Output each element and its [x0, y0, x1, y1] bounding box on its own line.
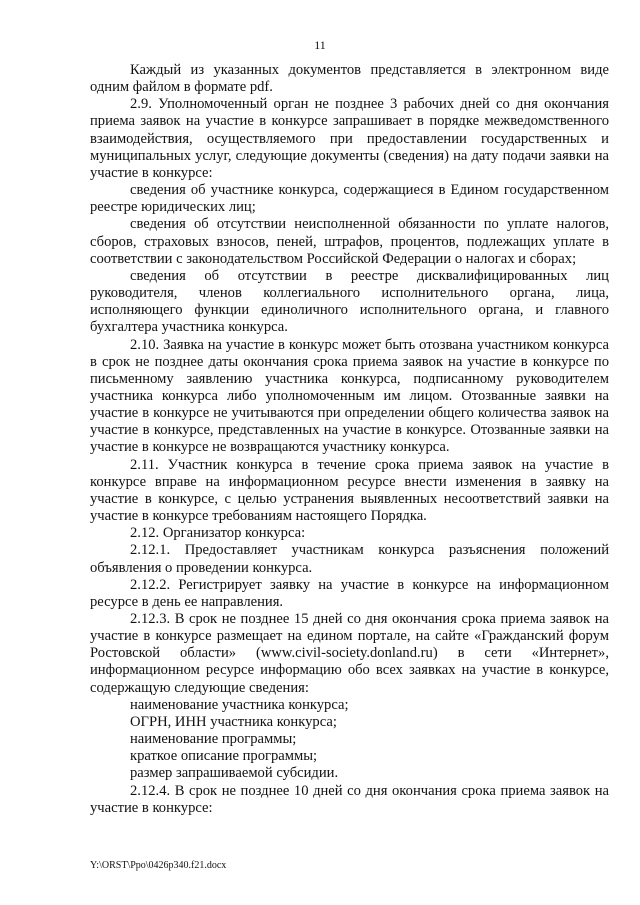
footer-file-path: Y:\ORST\Ppo\0426p340.f21.docx: [90, 860, 227, 871]
paragraph-2-9: 2.9. Уполномоченный орган не позднее 3 рабочих дней со дня окончания приема заявок на участие в конкурсе запрашивает в порядке межведомственного взаимодействия, осуществляемого при предоставлении государственных и муниципальных услуг, следующие документы (сведения) на дату подачи заявки на участие в конкурсе:: [90, 96, 609, 181]
list-item: краткое описание программы;: [130, 748, 318, 765]
paragraph-2-12-3: 2.12.3. В срок не позднее 15 дней со дня окончания срока приема заявок на участие в конкурсе размещает на едином портале, на сайте «Гражданский форум Ростовской области» (www.civil-society.donland.ru) в сети «Интернет», информационном ресурсе информацию обо всех заявках на участие в конкурсе, содержащую следующие сведения:: [90, 611, 609, 696]
paragraph-egrul-info: сведения об участнике конкурса, содержащиеся в Едином государственном реестре юридических лиц;: [90, 182, 609, 216]
paragraph-2-10: 2.10. Заявка на участие в конкурс может быть отозвана участником конкурса в срок не позднее даты окончания срока приема заявок на участие в конкурсе по письменному заявлению участника конкурса, подписанному руководителем участника конкурса либо уполномоченным им лицом. Отозванные заявки на участие в конкурсе не учитываются при определении общего количества заявок на участие в конкурсе, представленных на участие в конкурсе. Отозванные заявки на участие в конкурсе не возвращаются участнику конкурса.: [90, 336, 609, 456]
paragraph-2-12-2: 2.12.2. Регистрирует заявку на участие в конкурсе на информационном ресурсе в день ее направления.: [90, 576, 609, 610]
paragraph-2-11: 2.11. Участник конкурса в течение срока приема заявок на участие в конкурсе вправе на информационном ресурсе внести изменения в заявку на участие в конкурсе, с целью устранения выявленных несоответствий заявки на участие в конкурсе требованиям настоящего Порядка.: [90, 456, 609, 525]
document-body: [90, 62, 609, 817]
page-number: 11: [314, 38, 326, 52]
paragraph-document-format: Каждый из указанных документов представляется в электронном виде одним файлом в формате pdf.: [90, 62, 609, 96]
list-item: наименование программы;: [130, 731, 297, 748]
paragraph-2-12-4: 2.12.4. В срок не позднее 10 дней со дня окончания срока приема заявок на участие в конкурсе:: [90, 782, 609, 816]
paragraph-tax-debt-info: сведения об отсутствии неисполненной обязанности по уплате налогов, сборов, страховых взносов, пеней, штрафов, процентов, подлежащих уплате в соответствии с законодательством Российской Федерации о налогах и сборах;: [90, 216, 609, 267]
list-item: размер запрашиваемой субсидии.: [130, 765, 339, 782]
paragraph-2-12-1: 2.12.1. Предоставляет участникам конкурса разъяснения положений объявления о проведении конкурса.: [90, 542, 609, 576]
list-item: ОГРН, ИНН участника конкурса;: [130, 713, 337, 730]
list-item: наименование участника конкурса;: [130, 696, 349, 713]
paragraph-2-12: 2.12. Организатор конкурса:: [130, 525, 306, 542]
paragraph-disqualified-info: сведения об отсутствии в реестре дисквалифицированных лиц руководителя, членов коллегиального исполнительного органа, лица, исполняющего функции единоличного исполнительного органа, и главного бухгалтера участника конкурса.: [90, 267, 609, 336]
